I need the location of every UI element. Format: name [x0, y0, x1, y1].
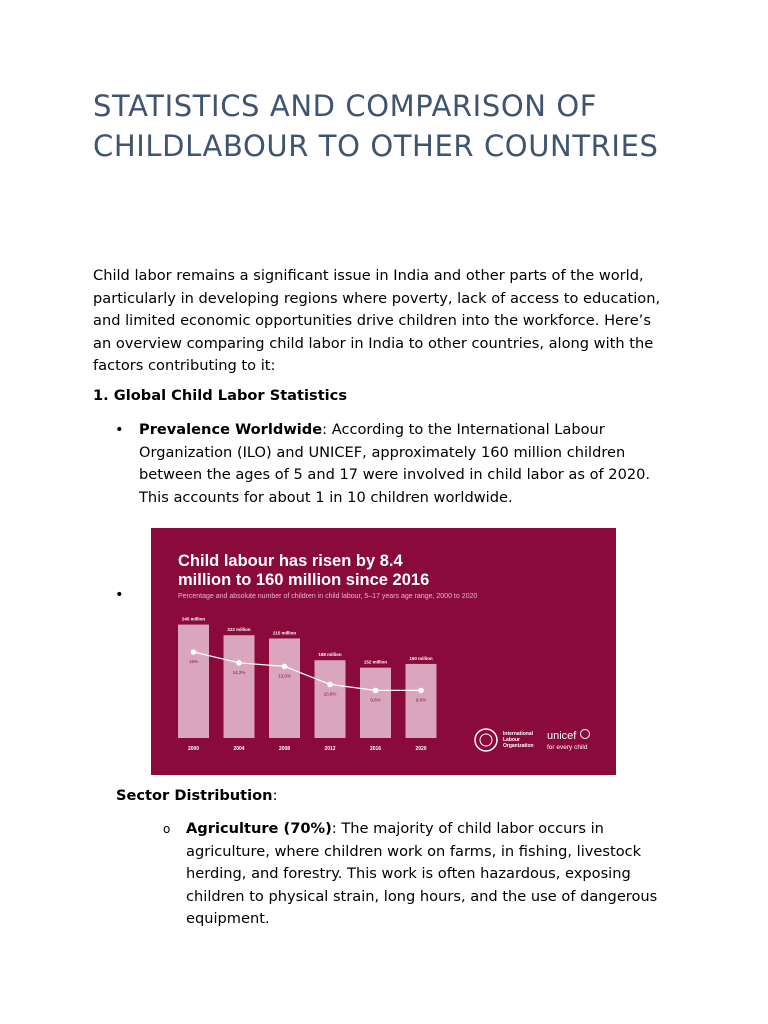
- chart-percent-label: 10,6%: [323, 691, 337, 697]
- chart-value-label: 160 million: [409, 655, 433, 661]
- prevalence-text: : According to the International Labour Organization (ILO) and UNICEF, approximately 160 million children between the ages of 5 and 17 were involved in child labor as of 2020. This accounts for about 1 in 10 children worldwide.: [139, 421, 651, 506]
- unicef-tagline: for every child: [547, 744, 588, 751]
- prevalence-item: [139, 419, 669, 509]
- sub-bullet-marker: o: [163, 822, 171, 836]
- ilo-logo-text: Organization: [503, 743, 534, 749]
- chart-percent-label: 13,6%: [278, 673, 291, 679]
- chart-value-label: 215 million: [272, 630, 297, 636]
- chart-value-label: 222 million: [227, 627, 251, 633]
- chart-percent-point: [418, 688, 424, 694]
- chart-bar: [360, 668, 391, 738]
- chart-percent-label: 16%: [188, 659, 199, 664]
- chart-bar: [178, 625, 209, 738]
- chart-percent-label: 9,6%: [415, 697, 427, 703]
- bullet-marker: •: [115, 586, 124, 603]
- chart-bar: [224, 635, 255, 738]
- chart-percent-point: [373, 688, 379, 694]
- page-title: STATISTICS AND COMPARISON OF CHILDLABOUR TO OTHER COUNTRIES: [93, 89, 659, 163]
- chart-tick-label: 2020: [415, 746, 427, 752]
- sector-suffix: :: [272, 787, 278, 804]
- chart-percent-point: [191, 649, 197, 655]
- chart-tick-label: 2000: [187, 746, 200, 752]
- agriculture-text: : The majority of child labor occurs in agriculture, where children work on farms, in fishing, livestock herding, and forestry. This work is often hazardous, exposing children to physical strain, long hours, and the use of dangerous equipment.: [186, 820, 658, 927]
- chart-percent-point: [327, 682, 333, 688]
- chart-percent-point: [236, 660, 242, 666]
- chart-title-line1: Child labour has risen by 8.4: [178, 552, 403, 570]
- sector-distribution-label: [116, 787, 277, 804]
- chart-percent-label: 9,6%: [370, 697, 381, 703]
- chart-value-label: 168 million: [318, 652, 342, 658]
- chart-value-label: 152 million: [363, 659, 388, 665]
- chart-tick-label: 2016: [369, 746, 382, 752]
- chart-svg: [151, 528, 616, 775]
- prevalence-label: Prevalence Worldwide: [139, 421, 323, 438]
- chart-tick-label: 2008: [278, 746, 291, 752]
- child-labour-chart: [151, 528, 616, 775]
- chart-value-label: 245 million: [181, 616, 206, 622]
- ilo-logo-text: International: [503, 731, 534, 737]
- chart-bar: [269, 638, 300, 738]
- unicef-emblem-icon: [581, 730, 590, 739]
- chart-percent-point: [282, 664, 288, 670]
- chart-tick-label: 2004: [233, 746, 245, 752]
- sector-label: Sector Distribution: [116, 787, 273, 804]
- chart-tick-label: 2012: [324, 746, 336, 752]
- chart-subtitle: Percentage and absolute number of children in child labour, 5–17 years age range, 2000 to 2020: [178, 593, 478, 600]
- bullet-marker: •: [115, 421, 124, 438]
- unicef-logo-text: unicef: [547, 730, 577, 742]
- chart-percent-label: 14,2%: [232, 669, 246, 675]
- ilo-emblem-inner-icon: [480, 734, 492, 746]
- intro-paragraph: Child labor remains a significant issue in India and other parts of the world, particularly in developing regions where poverty, lack of access to education, and limited economic opportunities drive children into the workforce. Here’s an overview comparing child labor in India to other countries, along with the factors contributing to it:: [93, 267, 661, 374]
- ilo-logo-text: Labour: [503, 737, 520, 743]
- chart-title-line2: million to 160 million since 2016: [178, 571, 430, 589]
- section-heading: 1. Global Child Labor Statistics: [93, 387, 348, 404]
- agriculture-item: [186, 818, 676, 931]
- ilo-emblem-icon: [475, 729, 497, 751]
- agriculture-label: Agriculture (70%): [186, 820, 332, 837]
- chart-bar: [315, 660, 346, 738]
